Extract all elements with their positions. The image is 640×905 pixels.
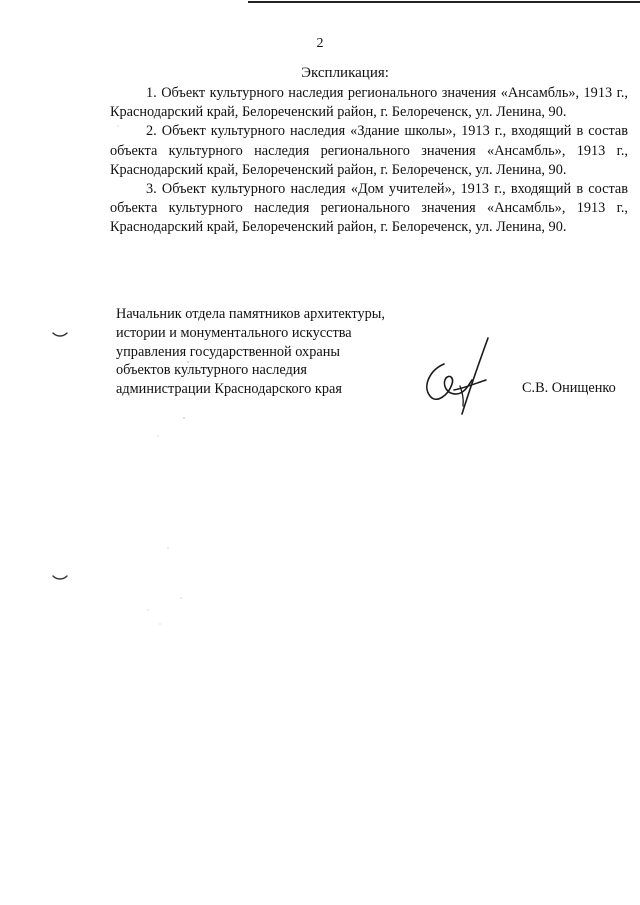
explication-list xyxy=(110,84,628,238)
signatory-position xyxy=(116,305,385,399)
signatory-name: С.В. Онищенко xyxy=(522,380,616,396)
explication-item-2: 2. Объект культурного наследия «Здание школы», 1913 г., входящий в состав объекта культурного наследия регионального значения «Ансамбль», 1913 г., Краснодарский край, Белореченский район, г. Белореченск, ул. Ленина, 90. xyxy=(110,123,628,178)
signatory-position-line: Начальник отдела памятников архитектуры, xyxy=(116,306,385,322)
signatory-position-line: администрации Краснодарского края xyxy=(116,381,342,398)
binding-hole-mark xyxy=(52,332,68,338)
binding-hole-mark xyxy=(52,575,68,581)
explication-item-1: 1. Объект культурного наследия регионального значения «Ансамбль», 1913 г., Краснодарский край, Белореченский район, г. Белореченск, ул. Ленина, 90. xyxy=(110,85,628,121)
signatory-position-line: объектов культурного наследия xyxy=(116,362,307,379)
explication-item-3: 3. Объект культурного наследия «Дом учителей», 1913 г., входящий в состав объекта культурного наследия регионального значения «Ансамбль», 1913 г., Краснодарский край, Белореченский район, г. Белореченск, ул. Ленина, 90. xyxy=(110,181,628,236)
header-rule xyxy=(248,1,640,3)
page-number: 2 xyxy=(316,36,324,51)
explication-title: Экспликация: xyxy=(301,65,389,81)
signatory-position-line: управления государственной охраны xyxy=(116,343,340,360)
signatory-position-line: истории и монументального искусства xyxy=(116,324,352,341)
handwritten-signature xyxy=(416,334,508,420)
